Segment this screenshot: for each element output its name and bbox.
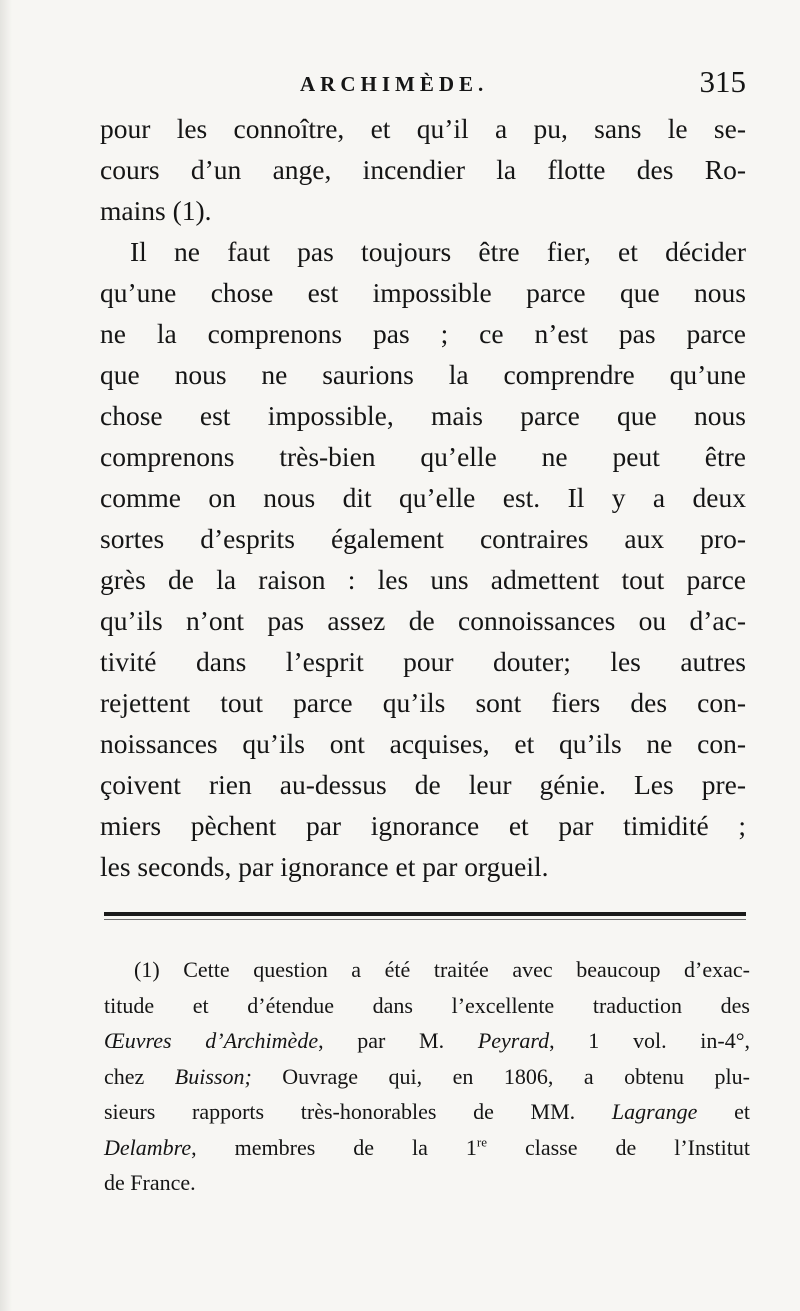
text-line: grès de la raison : les uns admettent tout parce xyxy=(100,564,746,595)
text-line: les seconds, par ignorance et par orgueil. xyxy=(100,851,549,882)
superscript: re xyxy=(476,1134,487,1150)
footnote-text: sieurs rapports très-honorables de MM. xyxy=(104,1099,612,1124)
footnote-text: et xyxy=(697,1099,750,1124)
text-line: noissances qu’ils ont acquises, et qu’ils ne con- xyxy=(100,728,746,759)
text-line: sortes d’esprits également contraires aux pro- xyxy=(100,523,746,554)
text-line: cours d’un ange, incendier la flotte des Ro- xyxy=(100,154,746,185)
footnote-line: de France. xyxy=(104,1170,196,1195)
text-line: tivité dans l’esprit pour douter; les autres xyxy=(100,646,746,677)
text-line: pour les connoître, et qu’il a pu, sans le se- xyxy=(100,113,746,144)
page-binding-edge xyxy=(0,0,12,1311)
footnote-line: (1) Cette question a été traitée avec beaucoup d’exac- xyxy=(134,957,750,982)
footnote-text: Ouvrage qui, en 1806, a obtenu plu- xyxy=(251,1063,750,1089)
text-line: mains (1). xyxy=(100,195,212,226)
footnote-text: , par M. xyxy=(318,1028,478,1053)
page-header xyxy=(100,58,746,98)
text-line: comprenons très-bien qu’elle ne peut être xyxy=(100,441,746,472)
text-line: qu’une chose est impossible parce que nous xyxy=(100,277,746,308)
main-text xyxy=(100,108,746,887)
text-line: chose est impossible, mais parce que nous xyxy=(100,400,746,431)
text-line: qu’ils n’ont pas assez de connoissances ou d’ac- xyxy=(100,605,746,636)
footnote-line xyxy=(104,1059,750,1095)
footnote-text: , membres de la 1 xyxy=(191,1134,477,1160)
footnote-text: chez xyxy=(104,1063,175,1089)
text-line: comme on nous dit qu’elle est. Il y a deux xyxy=(100,482,746,513)
book-title: Œuvres d’Archimède xyxy=(104,1028,319,1053)
text-line: Il ne faut pas toujours être fier, et décider xyxy=(130,236,746,267)
publisher-name: Buisson; xyxy=(174,1063,252,1089)
text-line: çoivent rien au-dessus de leur génie. Les pre- xyxy=(100,769,746,800)
author-name: Peyrard xyxy=(477,1028,550,1053)
text-line: que nous ne saurions la comprendre qu’une xyxy=(100,359,746,390)
text-line: ne la comprenons pas ; ce n’est pas parce xyxy=(100,318,746,349)
footnote xyxy=(104,952,750,1201)
text-line: rejettent tout parce qu’ils sont fiers des con- xyxy=(100,687,746,718)
person-name: Lagrange xyxy=(611,1099,698,1124)
text-line: miers pèchent par ignorance et par timidité ; xyxy=(100,810,746,841)
page-number: 315 xyxy=(699,64,746,99)
footnote-separator xyxy=(104,912,746,916)
footnote-text: , 1 vol. in-4°, xyxy=(549,1028,750,1053)
person-name: Delambre xyxy=(104,1134,192,1160)
footnote-text: classe de l’Institut xyxy=(486,1134,750,1160)
footnote-line xyxy=(104,1130,750,1166)
footnote-line xyxy=(104,1023,750,1059)
footnote-separator-thin xyxy=(104,919,746,920)
footnote-line xyxy=(104,1094,750,1130)
running-head: ARCHIMÈDE. xyxy=(300,72,489,96)
footnote-line: titude et d’étendue dans l’excellente traduction des xyxy=(104,992,750,1018)
